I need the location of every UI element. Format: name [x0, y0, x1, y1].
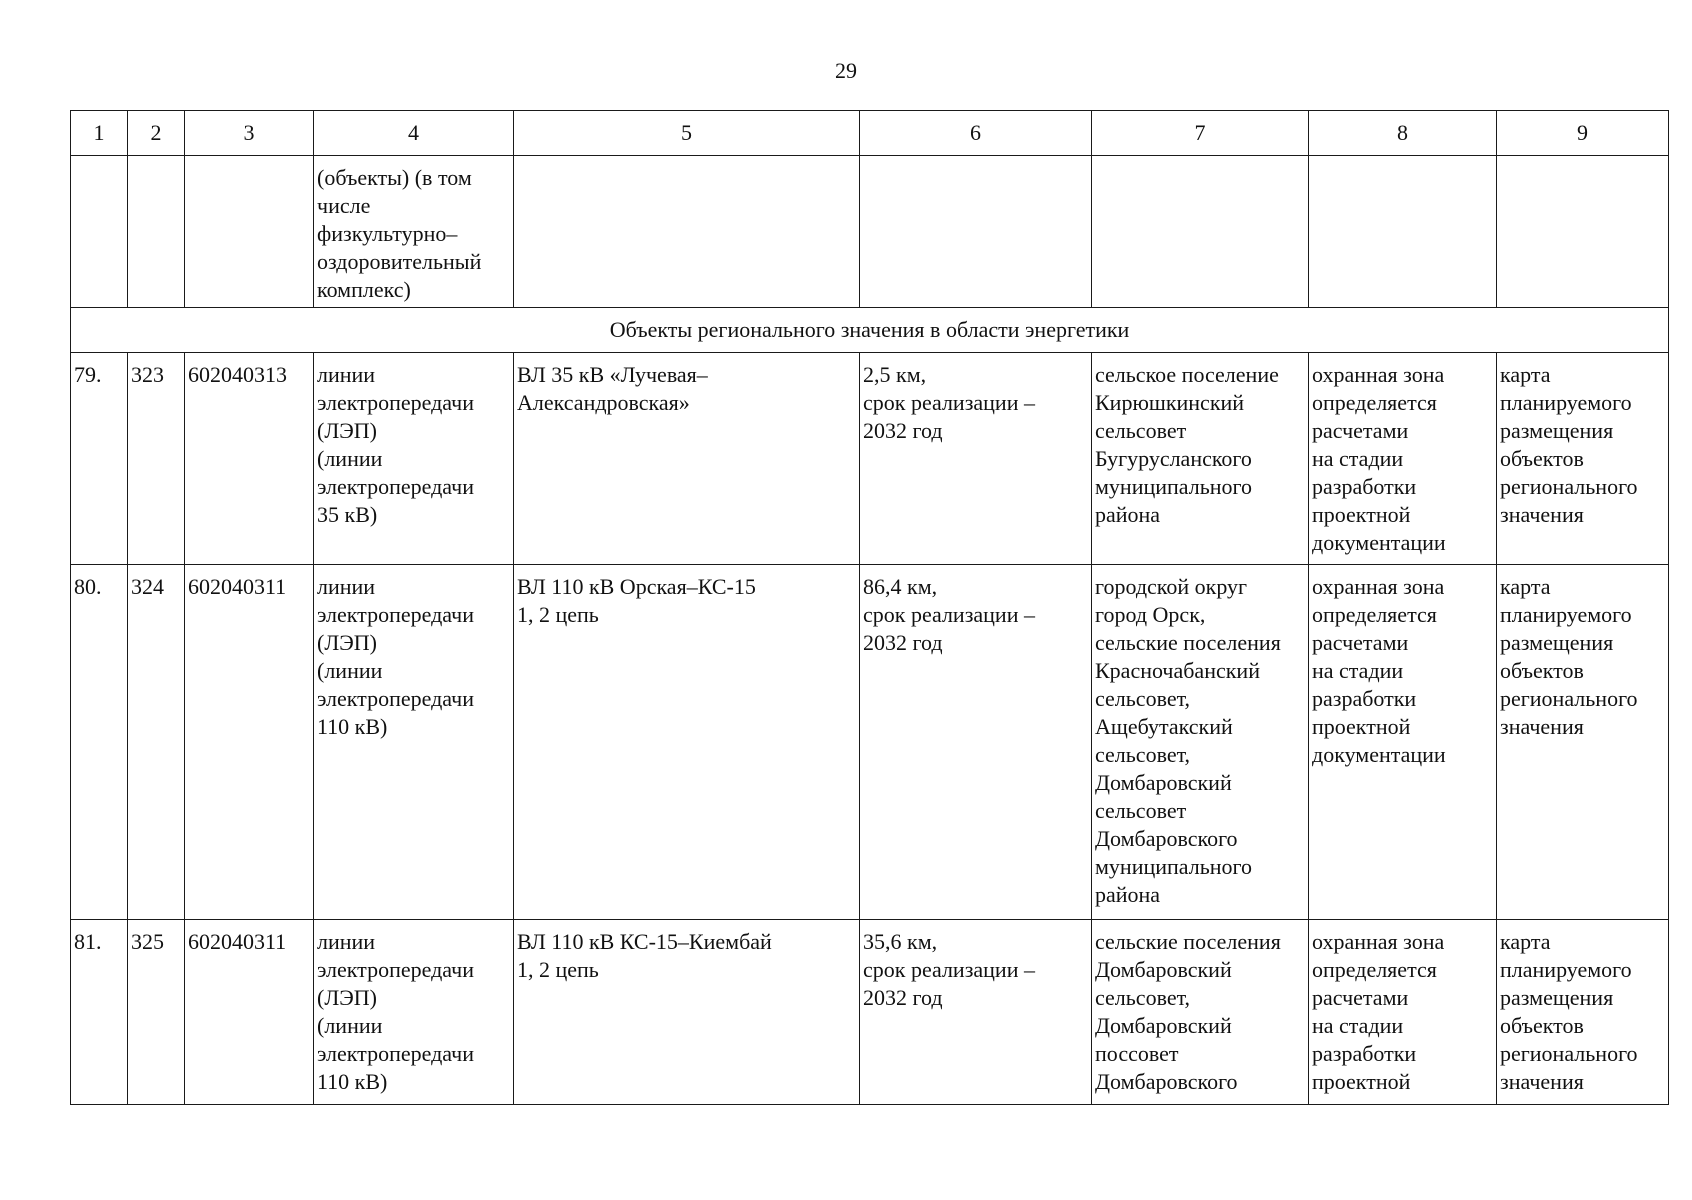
- cell-number: 79.: [71, 353, 128, 565]
- cell-map: карта планируемого размещения объектов регионального значения: [1497, 353, 1669, 565]
- cell-number: 80.: [71, 565, 128, 920]
- cell-map: карта планируемого размещения объектов регионального значения: [1497, 565, 1669, 920]
- cell-parameters: 86,4 км, срок реализации – 2032 год: [860, 565, 1092, 920]
- header-cell: 1: [71, 111, 128, 156]
- cell-code: 602040311: [185, 565, 314, 920]
- cell-object-type: (объекты) (в том числе физкультурно– оздоровительный комплекс): [314, 156, 514, 308]
- cell-id: 325: [128, 920, 185, 1105]
- cell-object-name: ВЛ 110 кВ КС-15–Киембай 1, 2 цепь: [514, 920, 860, 1105]
- cell-location: городской округ город Орск, сельские поселения Красночабанский сельсовет, Ащебутакский сельсовет, Домбаровский сельсовет Домбаровского муниципального района: [1092, 565, 1309, 920]
- cell-code: 602040311: [185, 920, 314, 1105]
- cell-empty: [514, 156, 860, 308]
- cell-object-type: линии электропередачи (ЛЭП) (линии электропередачи 110 кВ): [314, 920, 514, 1105]
- cell-empty: [128, 156, 185, 308]
- cell-object-type: линии электропередачи (ЛЭП) (линии электропередачи 110 кВ): [314, 565, 514, 920]
- cell-location: сельские поселения Домбаровский сельсовет, Домбаровский поссовет Домбаровского: [1092, 920, 1309, 1105]
- table-row: [71, 565, 1669, 920]
- cell-location: сельское поселение Кирюшкинский сельсовет Бугурусланского муниципального района: [1092, 353, 1309, 565]
- cell-parameters: 2,5 км, срок реализации – 2032 год: [860, 353, 1092, 565]
- cell-zone: охранная зона определяется расчетами на стадии разработки проектной документации: [1309, 353, 1497, 565]
- header-cell: 8: [1309, 111, 1497, 156]
- section-title: Объекты регионального значения в области энергетики: [71, 308, 1669, 353]
- continuation-row: [71, 156, 1669, 308]
- table-row: [71, 920, 1669, 1105]
- cell-object-type: линии электропередачи (ЛЭП) (линии электропередачи 35 кВ): [314, 353, 514, 565]
- header-cell: 9: [1497, 111, 1669, 156]
- cell-empty: [1309, 156, 1497, 308]
- header-cell: 4: [314, 111, 514, 156]
- header-cell: 5: [514, 111, 860, 156]
- cell-empty: [1497, 156, 1669, 308]
- header-cell: 6: [860, 111, 1092, 156]
- cell-empty: [860, 156, 1092, 308]
- header-cell: 2: [128, 111, 185, 156]
- section-row: [71, 308, 1669, 353]
- cell-empty: [1092, 156, 1309, 308]
- cell-number: 81.: [71, 920, 128, 1105]
- cell-empty: [71, 156, 128, 308]
- cell-parameters: 35,6 км, срок реализации – 2032 год: [860, 920, 1092, 1105]
- cell-zone: охранная зона определяется расчетами на стадии разработки проектной документации: [1309, 565, 1497, 920]
- cell-zone: охранная зона определяется расчетами на стадии разработки проектной: [1309, 920, 1497, 1105]
- header-cell: 7: [1092, 111, 1309, 156]
- cell-code: 602040313: [185, 353, 314, 565]
- cell-id: 323: [128, 353, 185, 565]
- regional-objects-table: [70, 110, 1669, 1105]
- cell-object-name: ВЛ 110 кВ Орская–КС-15 1, 2 цепь: [514, 565, 860, 920]
- cell-map: карта планируемого размещения объектов регионального значения: [1497, 920, 1669, 1105]
- header-cell: 3: [185, 111, 314, 156]
- table-row: [71, 353, 1669, 565]
- cell-empty: [185, 156, 314, 308]
- cell-id: 324: [128, 565, 185, 920]
- header-row: [71, 111, 1669, 156]
- cell-object-name: ВЛ 35 кВ «Лучевая– Александровская»: [514, 353, 860, 565]
- page-number: 29: [835, 58, 857, 83]
